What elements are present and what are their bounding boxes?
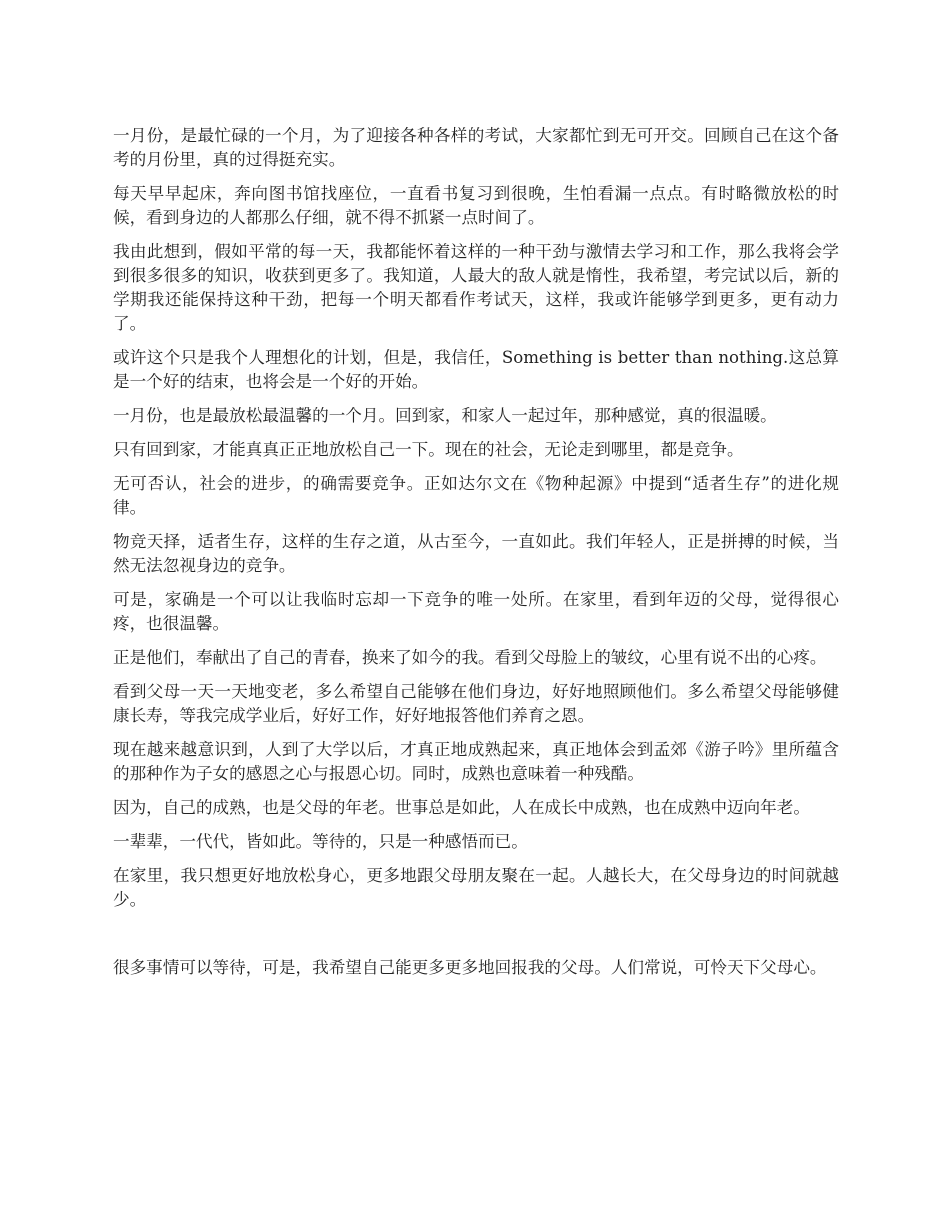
paragraph: 看到父母一天一天地变老，多么希望自己能够在他们身边，好好地照顾他们。多么希望父母能够健康长寿，等我完成学业后，好好工作，好好地报答他们养育之恩。 [113, 682, 839, 725]
paragraph: 因为，自己的成熟，也是父母的年老。世事总是如此，人在成长中成熟，也在成熟中迈向年老。 [113, 798, 810, 817]
paragraph: 正是他们，奉献出了自己的青春，换来了如今的我。看到父母脸上的皱纹，心里有说不出的心疼。 [113, 648, 827, 667]
paragraph: 在家里，我只想更好地放松身心，更多地跟父母朋友聚在一起。人越长大，在父母身边的时间就越少。 [113, 866, 839, 909]
paragraph: 每天早早起床，奔向图书馆找座位，一直看书复习到很晚，生怕看漏一点点。有时略微放松的时候，看到身边的人都那么仔细，就不得不抓紧一点时间了。 [113, 184, 839, 227]
paragraph: 无可否认，社会的进步，的确需要竞争。正如达尔文在《物种起源》中提到“适者生存”的进化规律。 [113, 474, 839, 517]
paragraph: 或许这个只是我个人理想化的计划，但是，我信任，Something is better than nothing.这总算是一个好的结束，也将会是一个好的开始。 [113, 348, 839, 391]
document-body [113, 124, 839, 990]
paragraph: 很多事情可以等待，可是，我希望自己能更多更多地回报我的父母。人们常说，可怜天下父母心。 [113, 958, 827, 977]
paragraph: 一辈辈，一代代，皆如此。等待的，只是一种感悟而已。 [113, 832, 528, 851]
paragraph: 一月份，是最忙碌的一个月，为了迎接各种各样的考试，大家都忙到无可开交。回顾自己在这个备考的月份里，真的过得挺充实。 [113, 126, 839, 169]
paragraph: 我由此想到，假如平常的每一天，我都能怀着这样的一种干劲与激情去学习和工作，那么我将会学到很多很多的知识，收获到更多了。我知道，人最大的敌人就是惰性，我希望，考完试以后，新的学期我还能保持这种干劲，把每一个明天都看作考试天，这样，我或许能够学到更多，更有动力了。 [113, 242, 839, 333]
paragraph: 可是，家确是一个可以让我临时忘却一下竞争的唯一处所。在家里，看到年迈的父母，觉得很心疼，也很温馨。 [113, 590, 839, 633]
paragraph: 物竞天择，适者生存，这样的生存之道，从古至今，一直如此。我们年轻人，正是拼搏的时候，当然无法忽视身边的竞争。 [113, 532, 839, 575]
paragraph: 一月份，也是最放松最温馨的一个月。回到家，和家人一起过年，那种感觉，真的很温暖。 [113, 406, 777, 425]
paragraph: 现在越来越意识到，人到了大学以后，才真正地成熟起来，真正地体会到孟郊《游子吟》里所蕴含的那种作为子女的感恩之心与报恩心切。同时，成熟也意味着一种残酷。 [113, 740, 839, 783]
paragraph: 只有回到家，才能真真正正地放松自己一下。现在的社会，无论走到哪里，都是竞争。 [113, 440, 744, 459]
